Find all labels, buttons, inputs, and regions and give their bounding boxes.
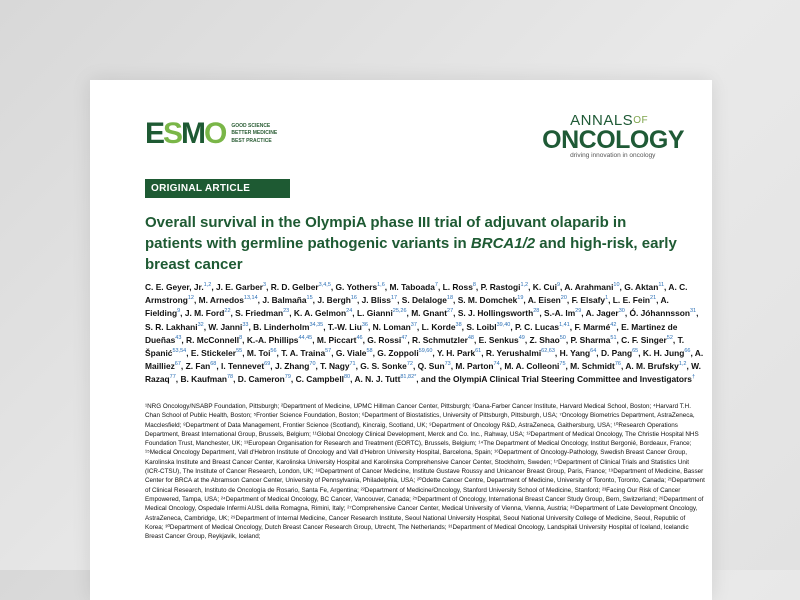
author-affiliation-ref: 47 bbox=[401, 334, 408, 341]
author-affiliation-ref: 78 bbox=[227, 374, 234, 381]
author-affiliation-ref: 70 bbox=[309, 361, 316, 368]
author-name: G. S. Sonke bbox=[360, 361, 407, 372]
author-affiliation-ref: 77 bbox=[169, 374, 176, 381]
author-name: G. Viale bbox=[335, 347, 367, 358]
author-affiliation-ref: 22 bbox=[224, 308, 231, 315]
author-affiliation-ref: 52 bbox=[666, 334, 673, 341]
author-name: A. N. J. Tutt bbox=[354, 374, 401, 385]
author-affiliation-ref: 68 bbox=[210, 361, 217, 368]
author-name: T. A. Traina bbox=[281, 347, 326, 358]
author-name: E. Senkus bbox=[478, 334, 519, 345]
author-name: G. Aktan bbox=[624, 281, 659, 292]
author-name: K. H. Jung bbox=[642, 347, 685, 358]
author-affiliation-ref: 65 bbox=[632, 348, 639, 355]
author-affiliation-ref: 30 bbox=[618, 308, 625, 315]
author-affiliation-ref: 9 bbox=[177, 308, 181, 315]
author-name: J. Bliss bbox=[361, 295, 391, 305]
author-affiliation-ref: 38 bbox=[455, 321, 462, 328]
author-name: T. Španić bbox=[145, 334, 685, 358]
author-name: L. Gianni bbox=[356, 308, 393, 319]
author-name: P. Sharma bbox=[570, 334, 611, 345]
author-affiliation-ref: 55 bbox=[236, 348, 243, 355]
author-affiliation-ref: 32 bbox=[197, 321, 204, 328]
author-affiliation-ref: 44,45 bbox=[298, 334, 313, 341]
author-affiliation-ref: 3 bbox=[263, 282, 267, 288]
author-affiliation-ref: 21 bbox=[650, 295, 657, 302]
author-affiliation-ref: 81,82* bbox=[400, 374, 417, 381]
author-name: W. Janni bbox=[208, 321, 243, 332]
esmo-letter: E bbox=[145, 117, 164, 150]
author-affiliation-ref: 12 bbox=[187, 295, 194, 302]
author-affiliation-ref: 10 bbox=[613, 282, 620, 288]
author-name: T. Nagy bbox=[320, 361, 350, 372]
author-affiliation-ref: 27 bbox=[447, 308, 454, 315]
author-affiliation-ref: 25,26 bbox=[392, 308, 407, 315]
author-affiliation-ref: 9 bbox=[556, 282, 561, 288]
author-affiliation-ref: 43 bbox=[175, 334, 182, 341]
author-affiliation-ref: 71 bbox=[349, 361, 356, 368]
author-name: H. Yang bbox=[559, 347, 591, 358]
author-affiliation-ref: 15 bbox=[306, 295, 313, 302]
article-title: Overall survival in the OlympiA phase III trial of adjuvant olaparib in patients with germline pathogenic variants in BRCA1/2 and high-risk, early breast cancer bbox=[145, 214, 677, 273]
author-name: J. Zhang bbox=[274, 361, 310, 372]
author-name: S.-A. Im bbox=[543, 308, 576, 319]
author-name: S. R. Lakhani bbox=[145, 321, 198, 332]
author-name: G. Rossi bbox=[367, 334, 402, 345]
author-name: M. Taboada bbox=[389, 281, 435, 292]
author-name: Z. Shao bbox=[529, 334, 560, 345]
author-name: A. Eisen bbox=[527, 295, 561, 305]
author-name: Z. Fan bbox=[185, 361, 211, 372]
author-name: J. M. Ford bbox=[184, 308, 225, 319]
author-affiliation-ref: 8 bbox=[239, 334, 243, 341]
author-affiliation-ref: 48 bbox=[467, 334, 474, 341]
author-affiliation-ref: 19 bbox=[517, 295, 524, 302]
author-affiliation-ref: 13,14 bbox=[243, 295, 258, 302]
journal-logo bbox=[542, 113, 684, 159]
journal-top: $ANNALS^{OF}$ bbox=[570, 112, 649, 129]
esmo-letter: O bbox=[204, 117, 226, 150]
author-affiliation-ref: 33 bbox=[242, 321, 249, 328]
author-affiliation-ref: 17 bbox=[390, 295, 398, 302]
author-name: J. Balmaña bbox=[262, 295, 307, 305]
author-name: C. Campbell bbox=[295, 374, 344, 385]
author-affiliation-ref: 69 bbox=[264, 361, 271, 368]
author-name: K. A. Gelmon bbox=[293, 308, 347, 319]
author-affiliation-ref: 79 bbox=[284, 374, 291, 381]
author-affiliation-ref: 67 bbox=[174, 361, 181, 368]
author-name: A. Arahmani bbox=[564, 281, 614, 292]
author-name: E. Stickeler bbox=[190, 347, 237, 358]
author-name: A. Mailliez bbox=[145, 347, 704, 372]
author-affiliation-ref: 1,41 bbox=[559, 321, 570, 328]
author-affiliation-ref: 31 bbox=[689, 308, 697, 315]
author-group: and the OlympiA Clinical Trial Steering Committee and Investigators bbox=[420, 374, 692, 385]
author-affiliation-ref: 64 bbox=[590, 348, 597, 355]
author-affiliation-ref: 61 bbox=[475, 348, 482, 355]
author-name: T.-W. Liu bbox=[327, 321, 362, 332]
author-name: L. Korde bbox=[421, 321, 456, 332]
author-name: Q. Sun bbox=[417, 361, 445, 372]
author-affiliation-ref: 1,6 bbox=[377, 282, 385, 288]
author-affiliation-ref: 73 bbox=[444, 361, 451, 368]
author-affiliation-ref: 3,4,5 bbox=[318, 282, 331, 288]
author-affiliation-ref: 42 bbox=[610, 321, 617, 328]
author-name: J. Bergh bbox=[317, 295, 351, 305]
author-name: E. Martinez de Dueñas bbox=[145, 321, 678, 345]
author-name: M. Piccart bbox=[316, 334, 357, 345]
author-affiliation-ref: 29 bbox=[575, 308, 582, 315]
author-affiliation-ref: 57 bbox=[325, 348, 332, 355]
author-name: B. Linderholm bbox=[253, 321, 310, 332]
author-affiliation-ref: 1,2 bbox=[520, 282, 529, 288]
author-name: D. Pang bbox=[600, 347, 633, 358]
author-affiliation-ref: 49 bbox=[518, 334, 525, 341]
esmo-logo bbox=[145, 117, 278, 150]
author-name: C. F. Singer bbox=[621, 334, 667, 345]
author-name: B. Kaufman bbox=[180, 374, 227, 385]
author-name: Y. H. Park bbox=[436, 347, 476, 358]
author-group-ref: † bbox=[691, 374, 695, 381]
author-name: S. Delaloge bbox=[401, 295, 447, 305]
author-name: K.-A. Phillips bbox=[246, 334, 299, 345]
author-affiliation-ref: 8 bbox=[472, 282, 476, 288]
author-affiliation-ref: 1,2 bbox=[678, 361, 687, 368]
author-name: A. M. Brufsky bbox=[625, 361, 679, 372]
author-name: M. Schmidt bbox=[570, 361, 615, 372]
author-affiliation-ref: 1,2 bbox=[203, 282, 212, 288]
author-name: C. E. Geyer, Jr. bbox=[145, 281, 204, 292]
author-name: R. Schmutzler bbox=[412, 334, 468, 345]
author-affiliation-ref: 76 bbox=[614, 361, 621, 368]
author-affiliation-ref: 39,40 bbox=[496, 321, 511, 328]
author-affiliation-ref: 18 bbox=[446, 295, 454, 302]
author-affiliation-ref: 7 bbox=[434, 282, 438, 288]
author-name: J. E. Garber bbox=[215, 281, 263, 292]
author-name: M. Toi bbox=[246, 347, 271, 358]
author-affiliation-ref: 36 bbox=[361, 321, 368, 328]
author-name: S. J. Hollingsworth bbox=[457, 308, 534, 319]
author-affiliation-ref: 58 bbox=[366, 348, 373, 355]
author-name: F. Marmé bbox=[574, 321, 611, 332]
author-list: C. E. Geyer, Jr.$^{1,2}$, J. E. Garber$^3$, R. D. Gelber$^{3,4,5}$, G. Yothers$^{1,6}$, M. Taboada$^7$, L. Ross$^8$, P. Rastogi$^{1,2}$, K. Cui$^9$, A. Arahmani$^{10}$, G. Aktan$^{11}$, A. C. Armstrong$^{12}$, M. Arnedos$^{13,14}$, J. Balmaña$^{15}$, J. Bergh$^{16}$, J. Bliss$^{17}$, S. Delaloge$^{18}$, S. M. Domchek$^{19}$, A. Eisen$^{20}$, F. Elsafy$^1$, L. E. Fein$^{21}$, A. Fielding$^9$, J. M. Ford$^{22}$, S. Friedman$^{23}$, K. A. Gelmon$^{24}$, L. Gianni$^{25,26}$, M. Gnant$^{27}$, S. J. Hollingsworth$^{28}$, S.-A. Im$^{29}$, A. Jager$^{30}$, Ó. Jóhannsson$^{31}$, S. R. Lakhani$^{32}$, W. Janni$^{33}$, B. Linderholm$^{34,35}$, T.-W. Liu$^{36}$, N. Loman$^{37}$, L. Korde$^{38}$, S. Loibl$^{39,40}$, P. C. Lucas$^{1,41}$, F. Marmé$^{42}$, E. Martinez de Dueñas$^{43}$, R. McConnell$^8$, K.-A. Phillips$^{44,45}$, M. Piccart$^{46}$, G. Rossi$^{47}$, R. Schmutzler$^{48}$, E. Senkus$^{49}$, Z. Shao$^{50}$, P. Sharma$^{51}$, C. F. Singer$^{52}$, T. Španić$^{53,54}$, E. Stickeler$^{55}$, M. Toi$^{56}$, T. A. Traina$^{57}$, G. Viale$^{58}$, G. Zoppoli$^{59,60}$, Y. H. Park$^{61}$, R. Yerushalmi$^{62,63}$, H. Yang$^{64}$, D. Pang$^{65}$, K. H. Jung$^{66}$, A. Mailliez$^{67}$, Z. Fan$^{68}$, I. Tennevet$^{69}$, J. Zhang$^{70}$, T. Nagy$^{71}$, G. S. Sonke$^{72}$, Q. Sun$^{73}$, M. Parton$^{74}$, M. A. Colleoni$^{75}$, M. Schmidt$^{76}$, A. M. Brufsky$^{1,2}$, W. Razaq$^{77}$, B. Kaufman$^{78}$, D. Cameron$^{79}$, C. Campbell$^{80}$, A. N. J. Tutt$^{81,82*}$, and the OlympiA Clinical Trial Steering Committee and Investigators† bbox=[145, 281, 704, 385]
author-name: R. Yerushalmi bbox=[485, 347, 542, 358]
author-affiliation-ref: 75 bbox=[559, 361, 566, 368]
author-name: L. E. Fein bbox=[612, 295, 651, 305]
author-affiliation-ref: 80 bbox=[343, 374, 351, 381]
author-name: S. Loibl bbox=[466, 321, 497, 332]
author-name: M. Parton bbox=[455, 361, 494, 372]
author-affiliation-ref: 51 bbox=[610, 334, 617, 341]
author-affiliation-ref: 53,54 bbox=[172, 348, 187, 355]
author-affiliation-ref: 46 bbox=[356, 334, 363, 341]
esmo-wordmark bbox=[145, 117, 226, 150]
author-name: W. Razaq bbox=[145, 361, 701, 385]
author-affiliation-ref: 11 bbox=[658, 282, 665, 288]
author-name: R. McConnell bbox=[186, 334, 240, 345]
author-name: P. Rastogi bbox=[480, 281, 521, 292]
author-affiliation-ref: 1 bbox=[605, 295, 609, 302]
author-affiliation-ref: 37 bbox=[410, 321, 417, 328]
author-name: M. A. Colleoni bbox=[504, 361, 560, 372]
esmo-letter: S bbox=[163, 117, 182, 150]
author-affiliation-ref: 23 bbox=[283, 308, 290, 315]
author-affiliation-ref: 72 bbox=[406, 361, 413, 368]
journal-tagline: driving innovation in oncology bbox=[570, 152, 656, 159]
author-name: M. Gnant bbox=[411, 308, 448, 319]
author-name: A. Jager bbox=[585, 308, 619, 319]
esmo-letter: M bbox=[181, 117, 205, 150]
author-affiliation-ref: 66 bbox=[684, 348, 691, 355]
author-name: R. D. Gelber bbox=[270, 281, 319, 292]
author-affiliation-ref: 16 bbox=[350, 295, 357, 302]
esmo-tagline: GOOD SCIENCE BETTER MEDICINE BEST PRACTICE bbox=[231, 122, 278, 144]
author-name: M. Arnedos bbox=[198, 295, 244, 305]
author-affiliation-ref: 24 bbox=[346, 308, 353, 315]
author-name: I. Tennevet bbox=[221, 361, 265, 372]
author-name: D. Cameron bbox=[237, 374, 285, 385]
author-name: Ó. Jóhannsson bbox=[629, 308, 690, 319]
author-name: A. Fielding bbox=[145, 295, 669, 319]
section-label: ORIGINAL ARTICLE bbox=[145, 179, 290, 198]
author-affiliation-ref: 62,63 bbox=[541, 348, 555, 355]
author-affiliation-ref: 34,35 bbox=[309, 321, 324, 328]
author-name: K. Cui bbox=[532, 281, 557, 292]
author-affiliation-ref: 20 bbox=[560, 295, 567, 302]
author-name: N. Loman bbox=[372, 321, 411, 332]
author-name: L. Ross bbox=[442, 281, 473, 292]
author-name: G. Yothers bbox=[335, 281, 378, 292]
author-affiliation-ref: 50 bbox=[559, 334, 566, 341]
author-affiliation-ref: 59,60 bbox=[418, 348, 433, 355]
journal-name: ONCOLOGY bbox=[542, 126, 684, 154]
paper-page bbox=[90, 80, 712, 600]
author-affiliation-ref: 28 bbox=[533, 308, 540, 315]
author-name: S. M. Domchek bbox=[457, 295, 518, 305]
affiliations: ¹NRG Oncology/NSABP Foundation, Pittsburgh; ²Department of Medicine, UPMC Hillman Cancer Center, Pittsburgh; ³Dana-Farber Cancer Institute, Harvard Medical School, Boston; ⁴Harvard T.H. Chan School of Public Health, Boston; ⁵Frontier Science Foundation, Boston; ⁶Department of Biostatistics, University of Pittsburgh, Pittsburgh, USA; ⁷Oncology Biometrics Department, AstraZeneca, Macclesfield; ⁸Department of Data Management, Frontier Science (Scotland), Kincraig, Scotland, UK; ⁹Department of Oncology R&D, AstraZeneca, Gaithersburg, USA; ¹⁰Research Operations Department, Breast International Group, Brussels, Belgium; ¹¹Global Oncology Clinical Development, Merck and Co. Inc., Rahway, USA; ¹²Department of Medical Oncology, The Christie Hospital NHS Foundation Trust, Manchester, UK; ¹³European Organisation for Research and Treatment (EORTC), Brussels, Belgium; ¹⁴The Department of Medical Oncology, Institut Bergonié, Bordeaux, France; ¹⁵Medical Oncology Department, Vall d'Hebron Institute of Oncology and Vall d'Hebron University Hospital, Barcelona, Spain; ¹⁶Department of Oncology-Pathology, Swedish Breast Cancer Group, Karolinska Institute and Breast Cancer Center, Karolinska University Hospital and Karolinska Comprehensive Cancer Center, Stockholm, Sweden; ¹⁷Department of Clinical Trials and Statistics Unit (ICR-CTSU), The Institute of Cancer Research, London, UK; ¹⁸Department of Cancer Medicine, Institute Gustave Roussy and Unicancer Breast Group, Paris, France; ¹⁹Department of Medicine, Basser Center for BRCA at the Abramson Cancer Center, University of Pennsylvania, Philadelphia, USA; ²⁰Odette Cancer Centre, Department of Medicine, University of Toronto, Toronto, Canada; ²¹Department of Clinical Research, Instituto de Oncología de Rosario, Santa Fe, Argentina; ²²Department of Medicine/Oncology, Stanford University School of Medicine, Stanford; ²³Facing Our Risk of Cancer Empowered, Tampa, USA; ²⁴Department of Medical Oncology, BC Cancer, Vancouver, Canada; ²⁵Department of Oncology, International Breast Cancer Study Group, Bern, Switzerland; ²⁶Department of Medical Oncology, Ospedale Infermi AUSL della Romagna, Rimini, Italy; ²⁷Comprehensive Cancer Center, Medical University of Vienna, Vienna, Austria; ²⁸Department of Late Development Oncology, AstraZeneca, Cambridge, UK; ²⁹Department of Internal Medicine, Cancer Research Institute, Seoul National University Hospital, Seoul National University College of Medicine, Seoul, Republic of Korea; ³⁰Department of Medical Oncology, Dutch Breast Cancer Research Group, Utrecht, The Netherlands; ³¹Department of Medical Oncology, Landspitali University Hospital of Iceland, Icelandic Breast Cancer Group, Reykjavik, Iceland; bbox=[145, 403, 705, 541]
author-name: F. Elsafy bbox=[571, 295, 606, 305]
author-affiliation-ref: 74 bbox=[493, 361, 500, 368]
author-name: G. Zoppoli bbox=[377, 347, 419, 358]
author-name: S. Friedman bbox=[235, 308, 284, 319]
author-name: P. C. Lucas bbox=[514, 321, 560, 332]
author-name: A. C. Armstrong bbox=[145, 281, 688, 305]
author-affiliation-ref: 56 bbox=[270, 348, 277, 355]
